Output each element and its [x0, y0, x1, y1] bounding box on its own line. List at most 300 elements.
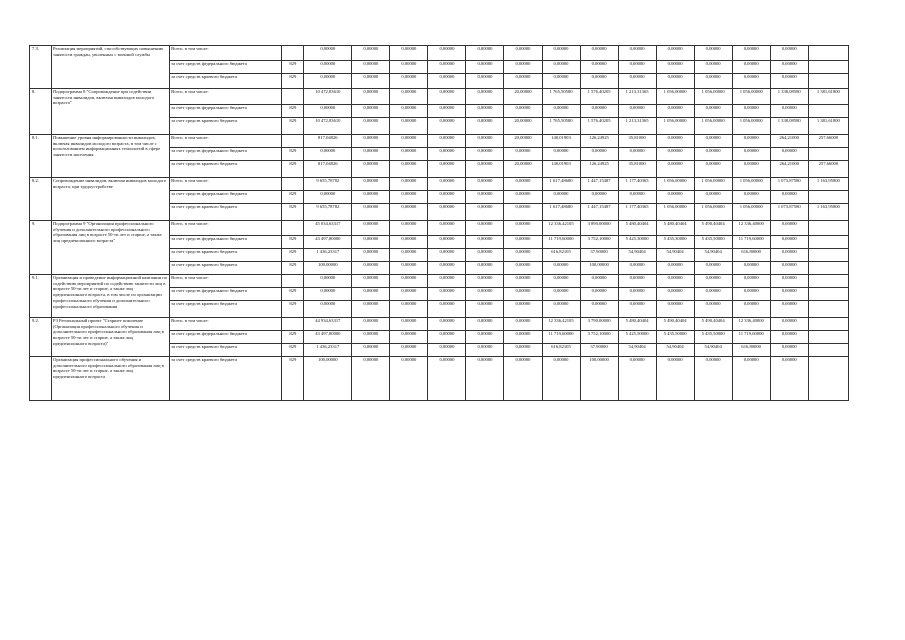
amount-cell: 0,00000 [466, 357, 504, 401]
table-row [30, 178, 849, 191]
amount-cell: 0,00000 [656, 148, 694, 161]
amount-cell: 0,00000 [504, 344, 542, 357]
budget-code: 829 [282, 262, 304, 275]
amount-cell: 5 435,50000 [656, 331, 694, 344]
amount-cell: 10 472,83610 [304, 89, 352, 105]
budget-code: 829 [282, 301, 304, 318]
amount-cell: 0,00000 [580, 148, 618, 161]
amount-cell: 11 719,60000 [732, 331, 770, 344]
amount-cell: 0,00000 [352, 236, 390, 249]
amount-cell [808, 46, 848, 61]
amount-cell: 616,82105 [542, 344, 580, 357]
amount-cell: 0,00000 [428, 61, 466, 74]
amount-cell: 11 719,60000 [732, 236, 770, 249]
budget-code: 829 [282, 357, 304, 401]
amount-cell: 0,00000 [504, 331, 542, 344]
amount-cell: 1 056,00000 [656, 89, 694, 105]
amount-cell: 1 073,87580 [770, 204, 808, 221]
amount-cell: 0,00000 [618, 288, 656, 301]
amount-cell: 0,00000 [390, 135, 428, 148]
amount-cell: 1 056,00000 [694, 118, 732, 135]
amount-cell: 0,00000 [466, 262, 504, 275]
amount-cell: 37,90000 [580, 344, 618, 357]
table-row [30, 89, 849, 105]
amount-cell: 0,00000 [694, 61, 732, 74]
amount-cell: 0,00000 [618, 61, 656, 74]
amount-cell: 12 336,42105 [542, 221, 580, 236]
amount-cell: 0,00000 [504, 46, 542, 61]
amount-cell: 43 497,80000 [304, 331, 352, 344]
funding-source: за счет средств краевого бюджета [170, 74, 282, 89]
amount-cell: 0,00000 [428, 288, 466, 301]
amount-cell: 0,00000 [466, 318, 504, 331]
amount-cell: 5 435,50000 [694, 236, 732, 249]
budget-table [29, 45, 849, 401]
amount-cell: 0,00000 [770, 301, 808, 318]
amount-cell: 9 655,78782 [304, 178, 352, 191]
amount-cell: 5 435,50000 [694, 331, 732, 344]
amount-cell: 0,00000 [466, 89, 504, 105]
amount-cell: 11 719,60000 [542, 331, 580, 344]
amount-cell: 0,00000 [428, 178, 466, 191]
amount-cell: 0,00000 [770, 331, 808, 344]
amount-cell: 126,24925 [580, 161, 618, 178]
amount-cell: 0,00000 [542, 148, 580, 161]
budget-code: 829 [282, 61, 304, 74]
amount-cell: 0,00000 [542, 46, 580, 61]
amount-cell: 0,00000 [732, 105, 770, 118]
amount-cell: 1 056,00000 [732, 118, 770, 135]
amount-cell: 54,90404 [694, 249, 732, 262]
amount-cell: 1 381,61800 [808, 118, 848, 135]
amount-cell: 45 034,63317 [304, 221, 352, 236]
amount-cell: 0,00000 [504, 249, 542, 262]
amount-cell: 54,90404 [656, 249, 694, 262]
budget-code [282, 275, 304, 288]
amount-cell: 0,00000 [352, 275, 390, 288]
amount-cell: 1 447,15487 [580, 178, 618, 191]
amount-cell: 0,00000 [694, 74, 732, 89]
amount-cell: 1 177,40365 [618, 178, 656, 191]
amount-cell: 0,00000 [504, 221, 542, 236]
funding-source: Всего, в том числе: [170, 318, 282, 331]
amount-cell: 0,00000 [542, 301, 580, 318]
amount-cell: 1 447,15487 [580, 204, 618, 221]
amount-cell: 0,00000 [656, 74, 694, 89]
amount-cell: 5 490,40404 [694, 318, 732, 331]
amount-cell: 0,00000 [466, 61, 504, 74]
amount-cell: 0,00000 [580, 191, 618, 204]
amount-cell: 11 719,60000 [542, 236, 580, 249]
amount-cell: 0,00000 [352, 262, 390, 275]
amount-cell: 20,00000 [504, 89, 542, 105]
amount-cell: 12 336,42105 [542, 318, 580, 331]
amount-cell: 0,00000 [770, 262, 808, 275]
row-number: 9.2. [30, 318, 52, 357]
amount-cell: 0,00000 [694, 46, 732, 61]
row-number: 9.1. [30, 275, 52, 318]
amount-cell: 0,00000 [732, 288, 770, 301]
budget-code: 829 [282, 249, 304, 262]
document-page [29, 45, 849, 515]
funding-source: Всего, в том числе: [170, 46, 282, 61]
amount-cell: 0,00000 [542, 105, 580, 118]
amount-cell: 0,00000 [618, 357, 656, 401]
amount-cell: 0,00000 [428, 331, 466, 344]
program-name: Организация и проведение информационной кампании по содействию мероприятий по содействию занятости лиц в возрасте 50-ти лет и старше, а также лиц предпенсионного возраста, в том числе по организации профессионального обучения и дополнительного профессионального образования [52, 275, 170, 318]
amount-cell: 0,00000 [618, 275, 656, 288]
amount-cell: 0,00000 [656, 357, 694, 401]
amount-cell [808, 148, 848, 161]
amount-cell: 0,00000 [466, 249, 504, 262]
budget-code: 829 [282, 331, 304, 344]
amount-cell: 0,00000 [656, 161, 694, 178]
amount-cell: 0,00000 [304, 288, 352, 301]
budget-code: 829 [282, 105, 304, 118]
row-number: 8.2. [30, 178, 52, 221]
amount-cell: 0,00000 [304, 74, 352, 89]
amount-cell: 0,00000 [618, 105, 656, 118]
amount-cell: 0,00000 [618, 148, 656, 161]
program-name: Подпрограмма 9 "Организация профессионального обучения и дополнительного профессионального образования лиц в возрасте 50-ти лет и старше, а также лиц предпенсионного возраста" [52, 221, 170, 275]
amount-cell: 0,00000 [390, 46, 428, 61]
funding-source: Всего, в том числе: [170, 221, 282, 236]
amount-cell: 35,81000 [618, 161, 656, 178]
amount-cell: 0,00000 [732, 275, 770, 288]
amount-cell: 0,00000 [542, 357, 580, 401]
amount-cell [808, 331, 848, 344]
amount-cell: 0,00000 [656, 262, 694, 275]
amount-cell: 0,00000 [390, 178, 428, 191]
amount-cell: 0,00000 [618, 262, 656, 275]
amount-cell: 0,00000 [656, 288, 694, 301]
amount-cell: 0,00000 [352, 204, 390, 221]
amount-cell: 0,00000 [732, 46, 770, 61]
amount-cell: 1 436,23317 [304, 249, 352, 262]
amount-cell: 1 576,40205 [580, 118, 618, 135]
amount-cell: 0,00000 [770, 221, 808, 236]
amount-cell: 0,00000 [770, 105, 808, 118]
amount-cell: 0,00000 [504, 262, 542, 275]
amount-cell: 0,00000 [656, 61, 694, 74]
amount-cell: 0,00000 [352, 344, 390, 357]
amount-cell: 0,00000 [656, 46, 694, 61]
amount-cell: 54,90404 [618, 249, 656, 262]
program-name: Сопровождение инвалидов, включая инвалидов молодого возраста, при трудоустройстве [52, 178, 170, 221]
funding-source: за счет средств краевого бюджета [170, 357, 282, 401]
amount-cell: 0,00000 [504, 74, 542, 89]
amount-cell: 1 765,50580 [542, 118, 580, 135]
amount-cell: 0,00000 [694, 161, 732, 178]
amount-cell: 0,00000 [466, 135, 504, 148]
amount-cell: 0,00000 [304, 301, 352, 318]
amount-cell: 0,00000 [466, 46, 504, 61]
amount-cell: 1 163,95800 [808, 178, 848, 191]
amount-cell: 0,00000 [770, 148, 808, 161]
amount-cell: 3 752,10000 [580, 236, 618, 249]
amount-cell: 0,00000 [352, 249, 390, 262]
amount-cell: 0,00000 [732, 357, 770, 401]
amount-cell: 1 177,40365 [618, 204, 656, 221]
amount-cell: 100,00000 [304, 357, 352, 401]
amount-cell: 1 163,95800 [808, 204, 848, 221]
amount-cell: 0,00000 [542, 288, 580, 301]
table-row [30, 318, 849, 331]
amount-cell [808, 249, 848, 262]
amount-cell: 0,00000 [390, 288, 428, 301]
funding-source: за счет средств федерального бюджета [170, 236, 282, 249]
amount-cell: 5 425,50000 [618, 331, 656, 344]
program-name: Повышение уровня информированности инвалидов, включая инвалидов молодого возраста, в том числе с использованием информационных технологий в сфере занятости населения [52, 135, 170, 178]
amount-cell: 3 752,10000 [580, 331, 618, 344]
budget-code: 829 [282, 236, 304, 249]
amount-cell: 12 336,40000 [732, 318, 770, 331]
amount-cell: 0,00000 [428, 89, 466, 105]
amount-cell: 1 056,00000 [694, 178, 732, 191]
amount-cell: 0,00000 [466, 288, 504, 301]
amount-cell: 0,00000 [428, 135, 466, 148]
amount-cell: 1 617,48680 [542, 204, 580, 221]
amount-cell: 0,00000 [390, 236, 428, 249]
amount-cell: 0,00000 [618, 74, 656, 89]
amount-cell: 43 497,80000 [304, 236, 352, 249]
amount-cell: 0,00000 [504, 301, 542, 318]
funding-source: Всего, в том числе: [170, 89, 282, 105]
amount-cell: 0,00000 [694, 275, 732, 288]
amount-cell: 0,00000 [770, 288, 808, 301]
amount-cell: 0,00000 [466, 178, 504, 191]
row-number [30, 357, 52, 401]
amount-cell [808, 275, 848, 288]
row-number: 8.1. [30, 135, 52, 178]
amount-cell: 0,00000 [694, 105, 732, 118]
funding-source: за счет средств краевого бюджета [170, 344, 282, 357]
amount-cell [808, 74, 848, 89]
amount-cell: 20,00000 [504, 161, 542, 178]
amount-cell: 0,00000 [770, 249, 808, 262]
funding-source: за счет средств краевого бюджета [170, 161, 282, 178]
amount-cell: 1 056,00000 [694, 204, 732, 221]
funding-source: Всего, в том числе: [170, 275, 282, 288]
row-number: 7.3. [30, 46, 52, 89]
amount-cell: 0,00000 [390, 148, 428, 161]
amount-cell: 0,00000 [352, 357, 390, 401]
amount-cell: 0,00000 [542, 191, 580, 204]
amount-cell: 0,00000 [466, 301, 504, 318]
budget-code: 829 [282, 148, 304, 161]
amount-cell: 0,00000 [428, 221, 466, 236]
amount-cell: 0,00000 [390, 262, 428, 275]
amount-cell: 0,00000 [390, 105, 428, 118]
amount-cell: 35,81000 [618, 135, 656, 148]
row-number: 8. [30, 89, 52, 135]
amount-cell: 5 480,40404 [618, 221, 656, 236]
amount-cell: 0,00000 [428, 46, 466, 61]
budget-code [282, 318, 304, 331]
amount-cell: 0,00000 [542, 61, 580, 74]
amount-cell: 0,00000 [390, 191, 428, 204]
amount-cell [808, 357, 848, 401]
amount-cell: 0,00000 [732, 74, 770, 89]
amount-cell: 0,00000 [304, 105, 352, 118]
amount-cell: 0,00000 [770, 46, 808, 61]
amount-cell: 0,00000 [504, 105, 542, 118]
amount-cell: 1 056,00000 [732, 204, 770, 221]
funding-source: за счет средств федерального бюджета [170, 61, 282, 74]
funding-source: за счет средств краевого бюджета [170, 118, 282, 135]
amount-cell: 0,00000 [694, 148, 732, 161]
amount-cell: 37,90000 [580, 249, 618, 262]
amount-cell: 0,00000 [352, 105, 390, 118]
amount-cell [808, 221, 848, 236]
amount-cell: 0,00000 [390, 221, 428, 236]
amount-cell: 0,00000 [732, 161, 770, 178]
amount-cell: 0,00000 [466, 105, 504, 118]
amount-cell: 0,00000 [428, 118, 466, 135]
amount-cell: 0,00000 [580, 61, 618, 74]
amount-cell: 54,90404 [618, 344, 656, 357]
amount-cell: 0,00000 [580, 288, 618, 301]
funding-source: Всего, в том числе: [170, 135, 282, 148]
amount-cell: 0,00000 [732, 148, 770, 161]
amount-cell: 44 934,63317 [304, 318, 352, 331]
amount-cell: 0,00000 [390, 204, 428, 221]
amount-cell: 0,00000 [390, 357, 428, 401]
amount-cell: 616,80000 [732, 344, 770, 357]
amount-cell: 0,00000 [770, 275, 808, 288]
amount-cell: 0,00000 [618, 191, 656, 204]
amount-cell: 0,00000 [466, 118, 504, 135]
funding-source: за счет средств краевого бюджета [170, 204, 282, 221]
amount-cell: 0,00000 [542, 74, 580, 89]
amount-cell: 257,66000 [808, 161, 848, 178]
amount-cell: 0,00000 [580, 275, 618, 288]
amount-cell: 0,00000 [694, 262, 732, 275]
table-row [30, 221, 849, 236]
amount-cell: 0,00000 [352, 331, 390, 344]
amount-cell: 126,24925 [580, 135, 618, 148]
budget-code: 829 [282, 74, 304, 89]
amount-cell: 0,00000 [352, 221, 390, 236]
amount-cell: 0,00000 [694, 191, 732, 204]
amount-cell: 0,00000 [466, 148, 504, 161]
budget-code [282, 46, 304, 61]
amount-cell: 0,00000 [428, 161, 466, 178]
amount-cell: 0,00000 [428, 148, 466, 161]
amount-cell: 0,00000 [390, 161, 428, 178]
amount-cell: 817,04826 [304, 135, 352, 148]
amount-cell: 0,00000 [656, 301, 694, 318]
amount-cell: 817,04826 [304, 161, 352, 178]
budget-code [282, 135, 304, 148]
amount-cell: 0,00000 [352, 178, 390, 191]
amount-cell: 1 056,00000 [732, 178, 770, 191]
amount-cell: 0,00000 [504, 191, 542, 204]
amount-cell: 0,00000 [694, 288, 732, 301]
amount-cell: 0,00000 [352, 61, 390, 74]
amount-cell [808, 105, 848, 118]
amount-cell: 0,00000 [428, 344, 466, 357]
budget-code: 829 [282, 288, 304, 301]
amount-cell: 0,00000 [504, 275, 542, 288]
amount-cell: 20,00000 [504, 135, 542, 148]
amount-cell: 0,00000 [466, 331, 504, 344]
funding-source: Всего, в том числе: [170, 178, 282, 191]
amount-cell: 1 056,00000 [694, 89, 732, 105]
amount-cell: 1 338,08580 [770, 89, 808, 105]
amount-cell: 0,00000 [694, 135, 732, 148]
amount-cell: 1 056,00000 [656, 204, 694, 221]
amount-cell: 0,00000 [304, 275, 352, 288]
amount-cell: 5 480,40404 [656, 221, 694, 236]
program-name: Реализация мероприятий, способствующих повышению занятости граждан, уволенных с военной службы [52, 46, 170, 89]
amount-cell: 0,00000 [542, 275, 580, 288]
amount-cell: 0,00000 [694, 301, 732, 318]
amount-cell: 1 381,61800 [808, 89, 848, 105]
budget-code: 829 [282, 161, 304, 178]
amount-cell: 0,00000 [304, 148, 352, 161]
amount-cell: 0,00000 [466, 74, 504, 89]
amount-cell: 0,00000 [428, 191, 466, 204]
amount-cell: 0,00000 [352, 318, 390, 331]
amount-cell [808, 191, 848, 204]
amount-cell: 20,00000 [504, 118, 542, 135]
amount-cell: 616,82105 [542, 249, 580, 262]
amount-cell: 0,00000 [656, 191, 694, 204]
amount-cell: 0,00000 [694, 357, 732, 401]
amount-cell: 0,00000 [390, 89, 428, 105]
budget-code: 829 [282, 344, 304, 357]
budget-code: 829 [282, 191, 304, 204]
amount-cell: 0,00000 [732, 301, 770, 318]
amount-cell: 0,00000 [656, 105, 694, 118]
amount-cell: 0,00000 [352, 74, 390, 89]
amount-cell: 0,00000 [466, 221, 504, 236]
funding-source: за счет средств краевого бюджета [170, 262, 282, 275]
amount-cell: 0,00000 [504, 61, 542, 74]
amount-cell: 9 655,78782 [304, 204, 352, 221]
amount-cell: 0,00000 [390, 318, 428, 331]
funding-source: за счет средств федерального бюджета [170, 288, 282, 301]
amount-cell: 0,00000 [504, 178, 542, 191]
amount-cell: 616,80000 [732, 249, 770, 262]
amount-cell [808, 318, 848, 331]
amount-cell: 0,00000 [352, 89, 390, 105]
amount-cell: 1 056,00000 [656, 178, 694, 191]
amount-cell: 1 213,31365 [618, 89, 656, 105]
amount-cell: 0,00000 [466, 191, 504, 204]
amount-cell: 0,00000 [618, 46, 656, 61]
amount-cell [808, 236, 848, 249]
program-name: Подпрограмма 8 "Сопровождение при содействии занятости инвалидов, включая инвалидов молодого возраста" [52, 89, 170, 135]
amount-cell: 0,00000 [352, 288, 390, 301]
amount-cell: 12 336,40000 [732, 221, 770, 236]
amount-cell: 0,00000 [390, 74, 428, 89]
amount-cell: 1 073,87580 [770, 178, 808, 191]
amount-cell: 0,00000 [390, 61, 428, 74]
table-row [30, 275, 849, 288]
amount-cell: 5 490,40404 [656, 318, 694, 331]
amount-cell: 0,00000 [352, 118, 390, 135]
amount-cell: 0,00000 [770, 236, 808, 249]
amount-cell: 0,00000 [466, 344, 504, 357]
amount-cell: 0,00000 [504, 318, 542, 331]
amount-cell: 0,00000 [770, 357, 808, 401]
amount-cell: 0,00000 [466, 236, 504, 249]
amount-cell: 0,00000 [542, 262, 580, 275]
amount-cell: 0,00000 [580, 301, 618, 318]
funding-source: за счет средств федерального бюджета [170, 105, 282, 118]
